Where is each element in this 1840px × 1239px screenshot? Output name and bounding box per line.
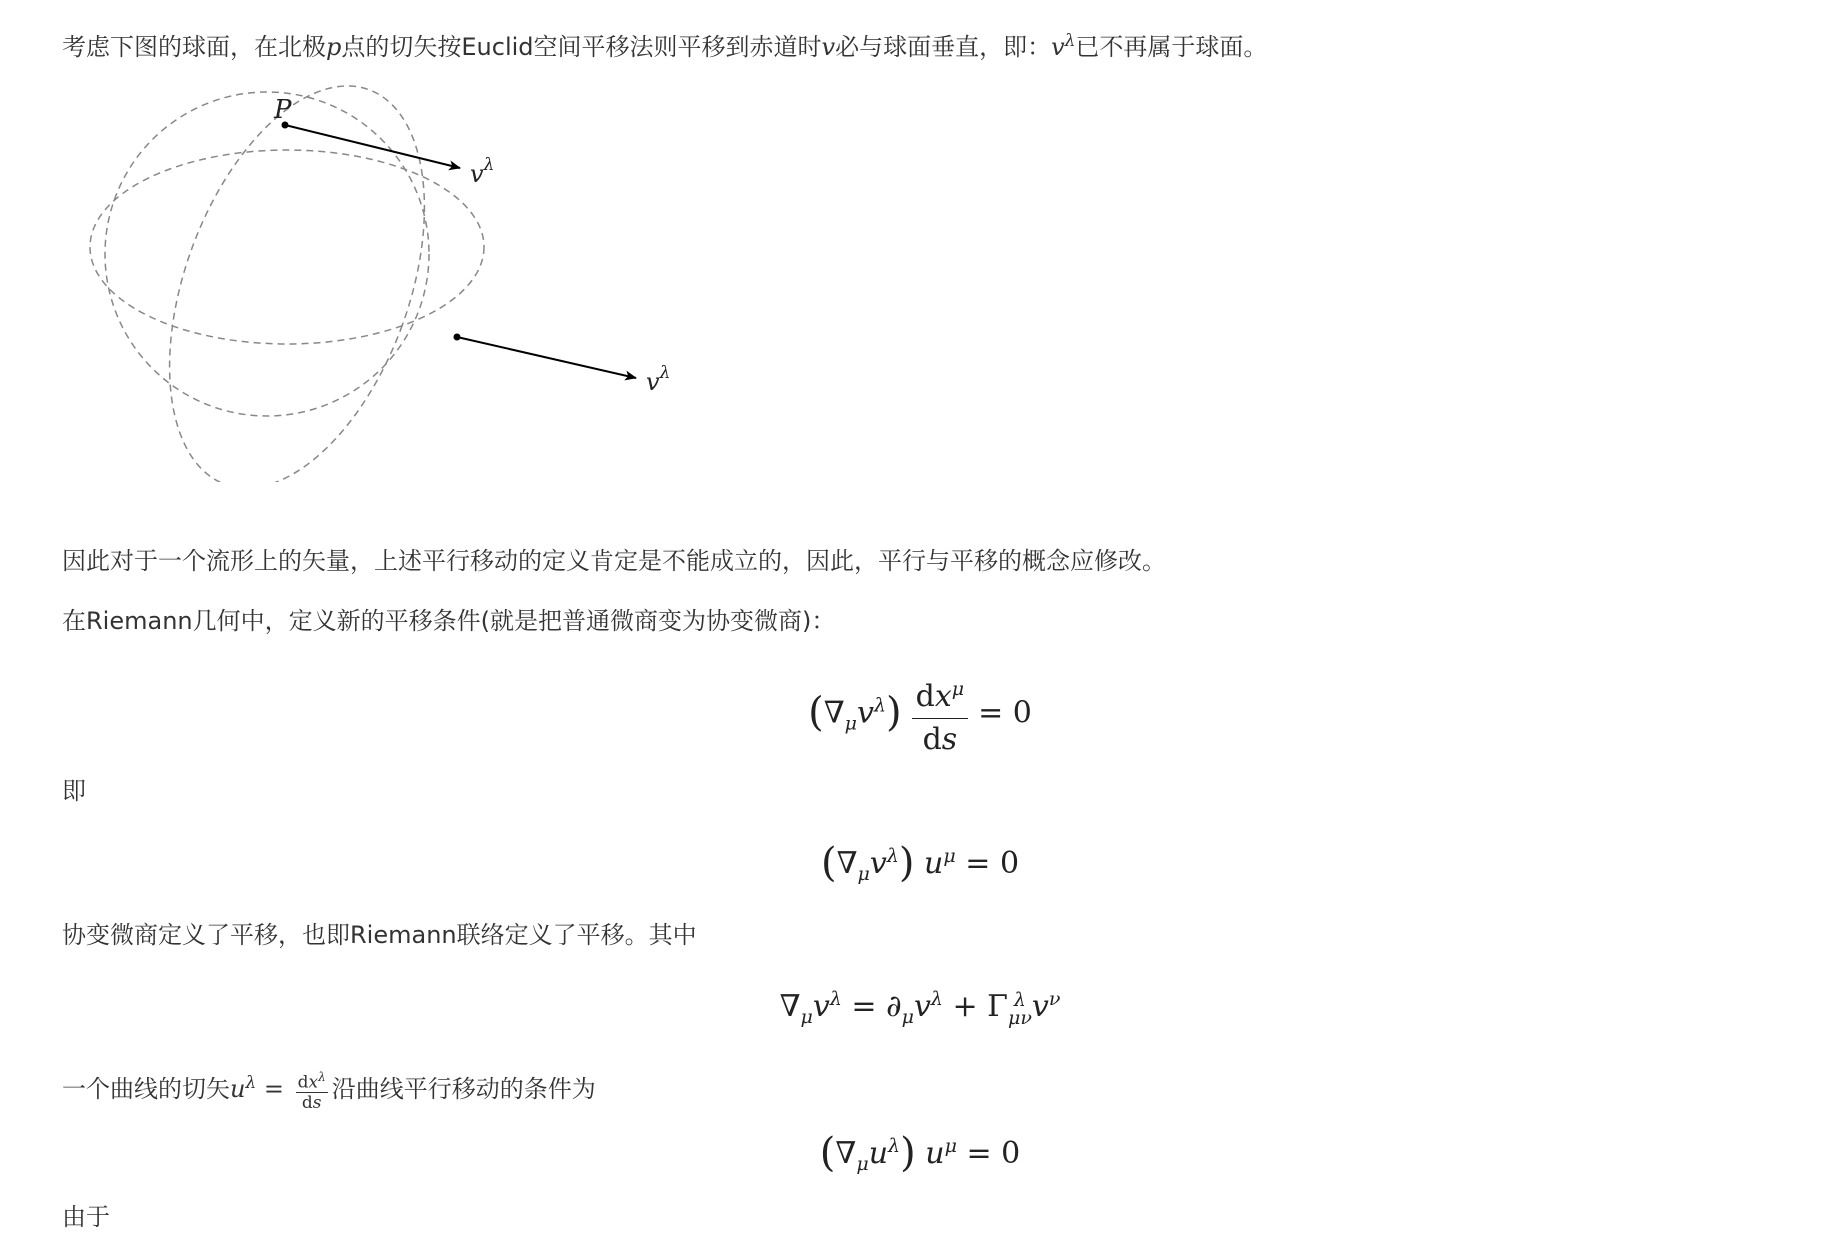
equation-4: $(\nabla_\mu u^\lambda) u^\mu = 0$ — [819, 1130, 1021, 1176]
paragraph-6 — [62, 1066, 596, 1112]
meridian-ellipse — [120, 82, 474, 482]
equator-vector-arrow — [457, 337, 636, 378]
text-run: 已不再属于球面。 — [1075, 33, 1268, 61]
text-run: 考虑下图的球面，在北极 — [62, 33, 326, 61]
math-u: $u^\lambda$ — [230, 1073, 257, 1103]
paragraph-2: 因此对于一个流形上的矢量，上述平行移动的定义肯定是不能成立的，因此，平行与平移的概念应修改。 — [62, 547, 1166, 575]
equation-3: $\nabla_\mu v^\lambda = \partial_\mu v^\lambda + \Gamma$ λ μν $v^\nu$ — [779, 988, 1061, 1029]
sphere-outline — [105, 92, 429, 416]
text-run: 一个曲线的切矢 — [62, 1075, 230, 1103]
equator-ellipse — [90, 150, 484, 344]
text-run: 沿曲线平行移动的条件为 — [331, 1075, 596, 1103]
sphere-figure — [62, 82, 762, 482]
text-run: 必与球面垂直，即： — [835, 33, 1052, 61]
paragraph-5: 协变微商定义了平移，也即Riemann联络定义了平移。其中 — [62, 921, 697, 949]
top-vector-label: $v^\lambda$ — [470, 155, 495, 188]
math-sup-lambda: λ — [1064, 31, 1076, 51]
math-equals: = — [256, 1075, 292, 1103]
equation-1: $(\nabla_\mu v^\lambda)$ $\frac{dx^\mu}{ds}$ = 0 — [0, 672, 1840, 757]
math-var-v: v — [1051, 33, 1065, 61]
text-run: 点的切矢按Euclid空间平移法则平移到赤道时 — [341, 33, 822, 61]
math-var-p: p — [326, 33, 342, 61]
paragraph-3: 在Riemann几何中，定义新的平移条件(就是把普通微商变为协变微商)： — [62, 607, 836, 635]
equation-2: $(\nabla_\mu v^\lambda) u^\mu = 0$ — [820, 840, 1020, 886]
intro-paragraph — [62, 24, 1267, 64]
math-var-v: v — [821, 33, 836, 61]
paragraph-4: 即 — [62, 777, 86, 805]
tangent-fraction: $\frac{dx^\lambda}{ds}$ — [297, 1069, 326, 1114]
label-p: P — [274, 95, 292, 125]
paragraph-7: 由于 — [62, 1203, 110, 1231]
equator-vector-label: $v^\lambda$ — [646, 363, 671, 396]
